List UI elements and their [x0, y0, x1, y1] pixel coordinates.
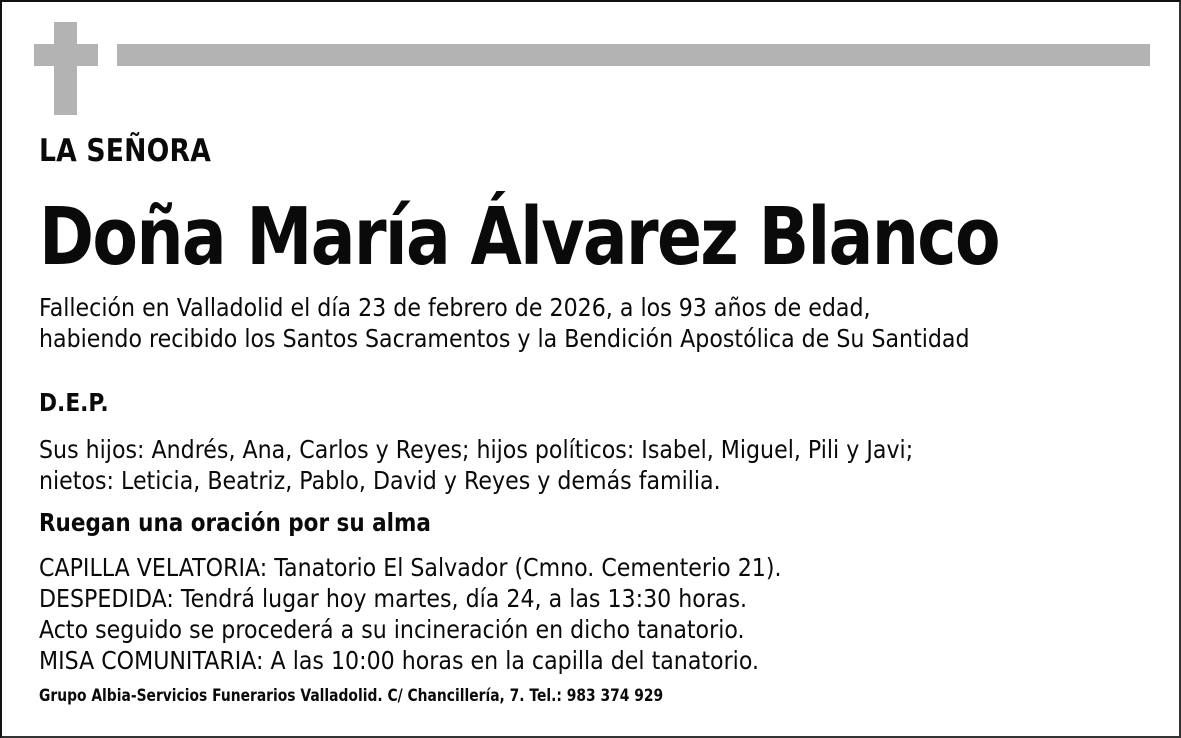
funeral-home-footer: Grupo Albia-Servicios Funerarios Valladolid. C/ Chancillería, 7. Tel.: 983 374 929 — [39, 686, 664, 706]
cross-icon — [54, 22, 77, 115]
rip-label: D.E.P. — [39, 388, 109, 417]
header-rule — [117, 44, 1150, 66]
family-line-1: Sus hijos: Andrés, Ana, Carlos y Reyes; hijos políticos: Isabel, Miguel, Pili y Javi; — [39, 435, 914, 464]
death-line-2: habiendo recibido los Santos Sacramentos y la Bendición Apostólica de Su Santidad — [39, 324, 970, 353]
honorific: LA SEÑORA — [39, 133, 212, 169]
service-line-mass: MISA COMUNITARIA: A las 10:00 horas en la capilla del tanatorio. — [39, 646, 760, 675]
prayer-request: Ruegan una oración por su alma — [39, 508, 431, 537]
deceased-name: Doña María Álvarez Blanco — [39, 191, 999, 283]
death-line-1: Falleción en Valladolid el día 23 de febrero de 2026, a los 93 años de edad, — [39, 293, 871, 322]
cross-icon-arm — [34, 44, 98, 66]
service-line-farewell: DESPEDIDA: Tendrá lugar hoy martes, día 24, a las 13:30 horas. — [39, 584, 748, 613]
family-line-2: nietos: Leticia, Beatriz, Pablo, David y Reyes y demás familia. — [39, 466, 721, 495]
service-line-chapel: CAPILLA VELATORIA: Tanatorio El Salvador (Cmno. Cementerio 21). — [39, 553, 782, 582]
service-line-cremation: Acto seguido se procederá a su incineración en dicho tanatorio. — [39, 615, 745, 644]
